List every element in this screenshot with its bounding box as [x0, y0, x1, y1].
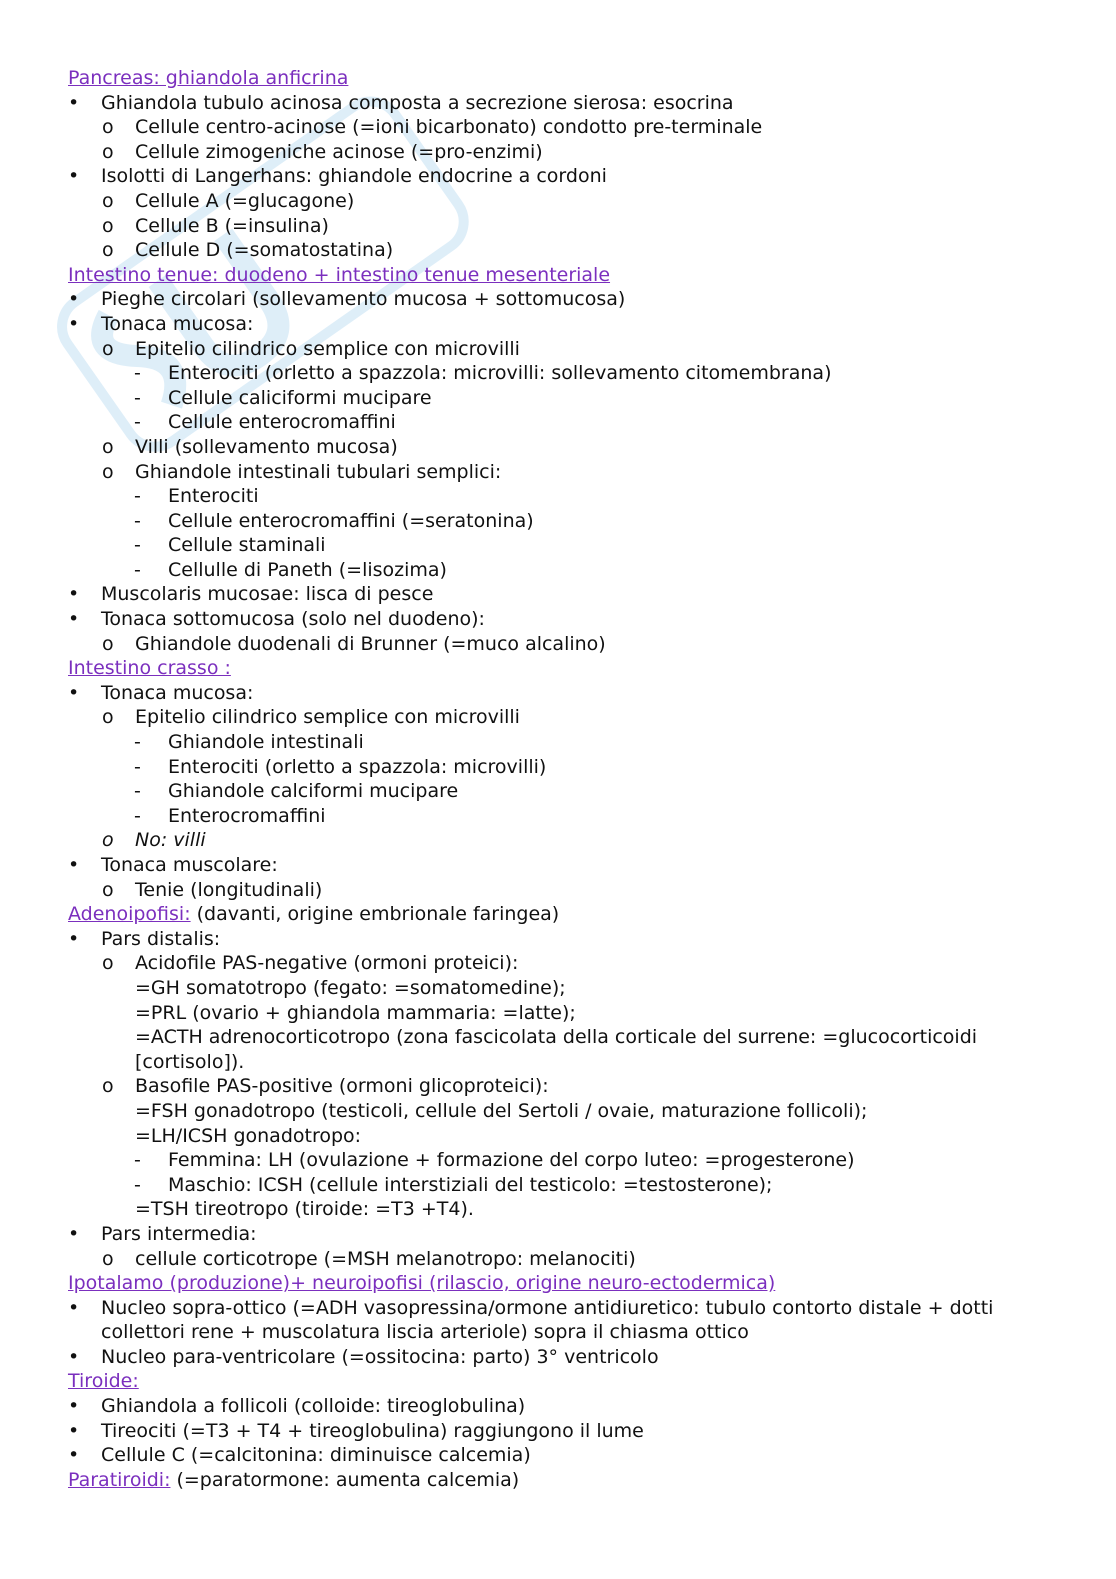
list-item: Tonaca muscolare: [101, 854, 278, 876]
sub-marker: o [102, 632, 114, 655]
list-item: Basofile PAS-positive (ormoni glicoproteici): [135, 1075, 549, 1098]
list-item: Cellule centro-acinose (=ioni bicarbonato) condotto pre-terminale [135, 116, 763, 139]
bullet-marker: • [68, 288, 80, 311]
list-item: Pars distalis: [101, 927, 221, 950]
sub-marker: o [102, 829, 114, 852]
list-item: Nucleo para-ventricolare (=ossitocina: parto) 3° ventricolo [101, 1345, 659, 1368]
bullet-marker: • [68, 1345, 80, 1368]
list-item: Cellule staminali [168, 534, 326, 557]
list-item: Epitelio cilindrico semplice con microvilli [135, 706, 520, 729]
dash-marker: - [134, 362, 141, 385]
list-item: Enterociti (orletto a spazzola: microvilli: sollevamento citomembrana) [168, 362, 832, 385]
continuation-line: =LH/ICSH gonadotropo: [135, 1124, 362, 1147]
heading-paratiroidi: Paratiroidi: (=paratormone: aumenta calcemia) [68, 1468, 520, 1491]
continuation-line: =TSH tireotropo (tiroide: =T3 +T4). [135, 1198, 474, 1221]
sub-marker: o [102, 1075, 114, 1098]
dash-marker: - [134, 755, 141, 778]
sub-marker: o [102, 706, 114, 729]
dash-marker: - [134, 411, 141, 434]
list-item: Pieghe circolari (sollevamento mucosa + sottomucosa) [101, 288, 626, 311]
list-item: Nucleo sopra-ottico (=ADH vasopressina/ormone antidiuretico: tubulo contorto distale + dotti collettori rene + muscolatura liscia arteriole) sopra il chiasma ottico [101, 1296, 994, 1344]
bullet-marker: • [68, 1395, 80, 1418]
list-item: Ghiandola tubulo acinosa composta a secrezione sierosa: esocrina [101, 91, 734, 114]
list-item: cellule corticotrope (=MSH melanotropo: melanociti) [135, 1247, 636, 1270]
sub-marker: o [102, 460, 114, 483]
dash-marker: - [134, 386, 141, 409]
sub-marker: o [102, 239, 114, 262]
list-item: Epitelio cilindrico semplice con microvilli [135, 337, 520, 360]
list-item: No: villi [135, 829, 206, 852]
list-item: Muscolaris mucosae: lisca di pesce [101, 583, 434, 606]
list-item: Enterocromaffini [168, 804, 326, 827]
bullet-marker: • [68, 165, 80, 188]
dash-marker: - [134, 1173, 141, 1196]
bullet-marker: • [68, 1419, 80, 1442]
list-item: Cellulle di Paneth (=lisozima) [168, 558, 447, 581]
list-item: Maschio: ICSH (cellule interstiziali del testicolo: =testosterone); [168, 1173, 773, 1196]
list-item: Pars intermedia: [101, 1222, 257, 1245]
dash-marker: - [134, 804, 141, 827]
sub-marker: o [102, 878, 114, 901]
list-item: Tonaca mucosa: [101, 681, 254, 704]
continuation-line: =ACTH adrenocorticotropo (zona fascicolata della corticale del surrene: =glucocorticoidi [cortisolo]). [135, 1026, 978, 1073]
continuation-line: =FSH gonadotropo (testicoli, cellule del Sertoli / ovaie, maturazione follicoli); [135, 1099, 868, 1122]
list-item: Tireociti (=T3 + T4 + tireoglobulina) raggiungono il lume [101, 1419, 644, 1442]
bullet-marker: • [68, 312, 80, 335]
dash-marker: - [134, 731, 141, 754]
dash-marker: - [134, 534, 141, 557]
list-item: Tonaca sottomucosa (solo nel duodeno): [101, 608, 485, 631]
dash-marker: - [134, 780, 141, 803]
dash-marker: - [134, 558, 141, 581]
list-item: Cellule zimogeniche acinose (=pro-enzimi) [135, 140, 543, 163]
sub-marker: o [102, 116, 114, 139]
list-item: Villi (sollevamento mucosa) [135, 435, 398, 458]
bullet-marker: • [68, 927, 80, 950]
bullet-marker: • [68, 1296, 80, 1319]
dash-marker: - [134, 1149, 141, 1172]
list-item: Isolotti di Langerhans: ghiandole endocrine a cordoni [101, 165, 607, 188]
list-item: Ghiandole duodenali di Brunner (=muco alcalino) [135, 632, 606, 655]
heading-ipotalamo: Ipotalamo (produzione)+ neuroipofisi (rilascio, origine neuro-ectodermica) [68, 1272, 776, 1295]
sub-marker: o [102, 435, 114, 458]
list-item: Enterociti (orletto a spazzola: microvilli) [168, 755, 547, 778]
continuation-line: =PRL (ovario + ghiandola mammaria: =latte); [135, 1001, 576, 1024]
list-item: Enterociti [168, 485, 259, 508]
list-item: Cellule C (=calcitonina: diminuisce calcemia) [101, 1444, 531, 1467]
list-item: Cellule B (=insulina) [135, 214, 329, 237]
heading-adenoipofisi: Adenoipofisi: (davanti, origine embrionale faringea) [68, 903, 560, 926]
sub-marker: o [102, 214, 114, 237]
continuation-line: =GH somatotropo (fegato: =somatomedine); [135, 976, 566, 999]
dash-marker: - [134, 509, 141, 532]
list-item: Femmina: LH (ovulazione + formazione del corpo luteo: =progesterone) [168, 1149, 855, 1172]
list-item: Ghiandole calciformi mucipare [168, 780, 459, 803]
list-item: Cellule A (=glucagone) [135, 189, 355, 212]
bullet-marker: • [68, 608, 80, 631]
list-item: Ghiandole intestinali [168, 731, 364, 754]
list-item: Tenie (longitudinali) [135, 878, 323, 901]
list-item: Cellule enterocromaffini [168, 411, 396, 434]
sub-marker: o [102, 1247, 114, 1270]
bullet-marker: • [68, 854, 80, 876]
list-item: Cellule D (=somatostatina) [135, 239, 394, 262]
sub-marker: o [102, 189, 114, 212]
sub-marker: o [102, 140, 114, 163]
list-item: Cellule enterocromaffini (=seratonina) [168, 509, 534, 532]
sub-marker: o [102, 337, 114, 360]
list-item: Ghiandola a follicoli (colloide: tireoglobulina) [101, 1395, 526, 1418]
bullet-marker: • [68, 91, 80, 114]
list-item: Ghiandole intestinali tubulari semplici: [135, 460, 502, 483]
list-item: Tonaca mucosa: [101, 312, 254, 335]
bullet-marker: • [68, 1222, 80, 1245]
bullet-marker: • [68, 681, 80, 704]
heading-intestino-crasso: Intestino crasso : [68, 657, 231, 680]
heading-pancreas: Pancreas: ghiandola anficrina [68, 67, 349, 89]
dash-marker: - [134, 485, 141, 508]
sub-marker: o [102, 952, 114, 975]
document-body [68, 66, 1068, 1492]
list-item: Cellule caliciformi mucipare [168, 386, 432, 409]
heading-tiroide: Tiroide: [68, 1370, 139, 1393]
heading-intestino-tenue: Intestino tenue: duodeno + intestino tenue mesenteriale [68, 263, 611, 286]
bullet-marker: • [68, 583, 80, 606]
list-item: Acidofile PAS-negative (ormoni proteici): [135, 952, 519, 975]
heading-note: (=paratormone: aumenta calcemia) [176, 1468, 520, 1491]
heading-note: (davanti, origine embrionale faringea) [196, 903, 560, 926]
bullet-marker: • [68, 1444, 80, 1467]
